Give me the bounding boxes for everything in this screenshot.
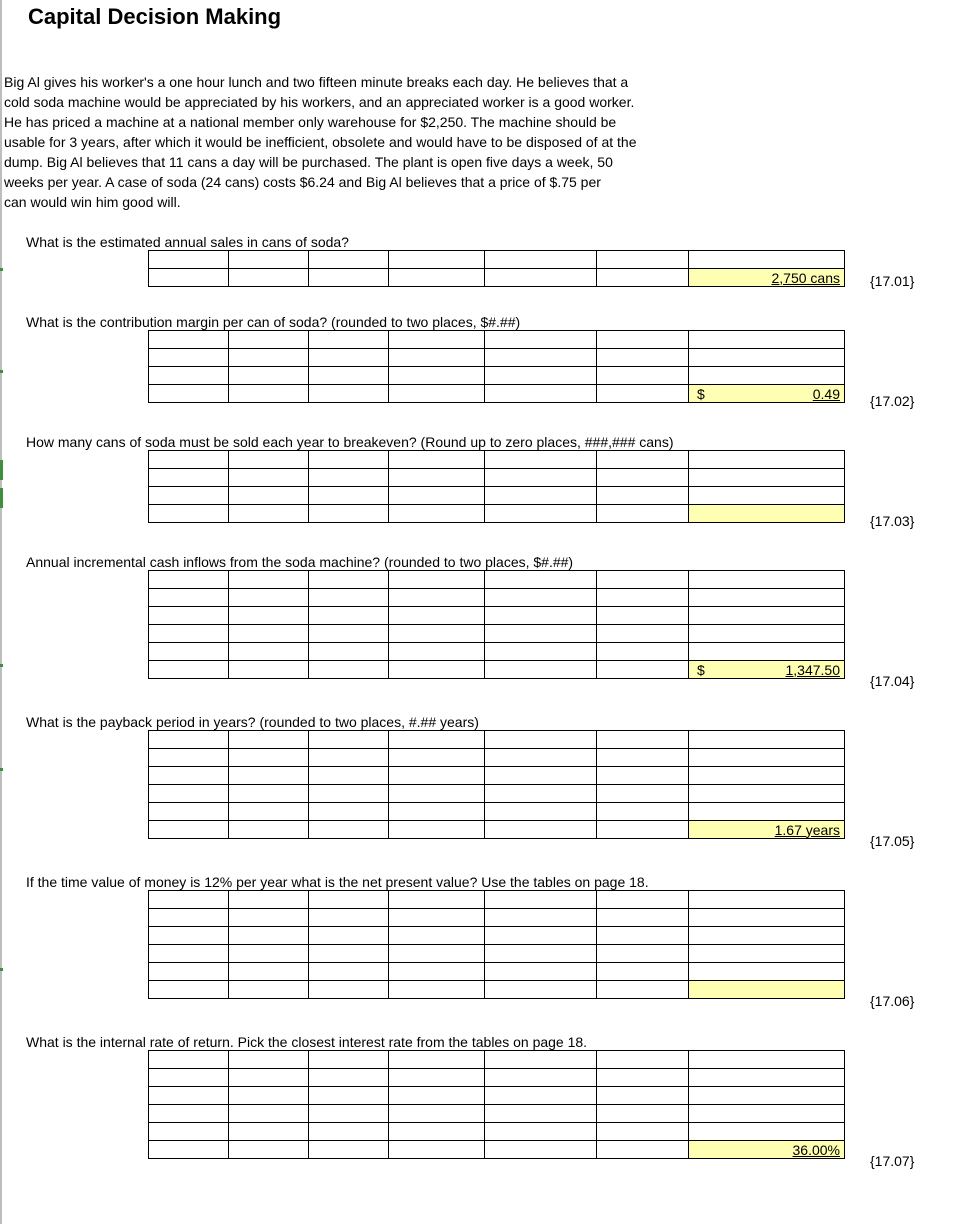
table-row (149, 251, 845, 269)
table-row (149, 571, 845, 589)
table-row (149, 505, 845, 523)
question-6-grid (148, 890, 845, 999)
intro-line: Big Al gives his worker's a one hour lunch and two fifteen minute breaks each day. He believes that a (4, 74, 629, 90)
question-4-grid (148, 570, 845, 679)
table-row (149, 927, 845, 945)
answer-cell[interactable] (689, 1141, 845, 1159)
table-row (149, 643, 845, 661)
table-row (149, 963, 845, 981)
row-marker (0, 768, 3, 771)
intro-line: can would win him good will. (4, 194, 181, 210)
table-row (149, 945, 845, 963)
table-row (149, 891, 845, 909)
row-marker (0, 268, 3, 271)
answer-cell[interactable] (689, 981, 845, 999)
question-code: {17.06} (870, 993, 915, 1009)
intro-line: weeks per year. A case of soda (24 cans) costs $6.24 and Big Al believes that a price of $.75 per (4, 174, 601, 190)
table-row (149, 1087, 845, 1105)
answer-cell[interactable] (689, 505, 845, 523)
table-row (149, 1123, 845, 1141)
question-2-text: What is the contribution margin per can of soda? (rounded to two places, $#.##) (26, 314, 521, 330)
question-3-text: How many cans of soda must be sold each year to breakeven? (Round up to zero places, ###,### cans) (26, 434, 674, 450)
answer-cell[interactable] (689, 269, 845, 287)
question-5-text: What is the payback period in years? (rounded to two places, #.## years) (26, 714, 479, 730)
page-title: Capital Decision Making (28, 4, 282, 29)
table-row (149, 821, 845, 839)
question-2-grid (148, 330, 845, 403)
table-row (149, 1069, 845, 1087)
question-1-grid (148, 250, 845, 287)
intro-line: dump. Big Al believes that 11 cans a day will be purchased. The plant is open five days a week, 50 (4, 154, 613, 170)
table-row (149, 909, 845, 927)
answer-value: 1,347.50 (785, 661, 840, 678)
row-marker (0, 370, 3, 373)
table-row (149, 803, 845, 821)
answer-cell[interactable] (689, 661, 845, 679)
table-row (149, 487, 845, 505)
row-marker (0, 460, 3, 480)
question-code: {17.04} (870, 673, 915, 689)
answer-value: 2,750 cans (771, 269, 840, 286)
question-1-text: What is the estimated annual sales in cans of soda? (26, 234, 349, 250)
intro-line: usable for 3 years, after which it would be inefficient, obsolete and would have to be disposed of at the (4, 134, 637, 150)
table-row (149, 767, 845, 785)
answer-value: 1.67 years (774, 821, 840, 838)
table-row (149, 1141, 845, 1159)
row-marker (0, 968, 3, 971)
answer-value: 0.49 (812, 385, 840, 402)
question-code: {17.07} (870, 1153, 915, 1169)
table-row (149, 451, 845, 469)
table-row (149, 785, 845, 803)
table-row (149, 469, 845, 487)
table-row (149, 625, 845, 643)
question-4-text: Annual incremental cash inflows from the soda machine? (rounded to two places, $#.##) (26, 554, 574, 570)
table-row (149, 661, 845, 679)
answer-value: 36.00% (792, 1141, 840, 1158)
table-row (149, 749, 845, 767)
table-row (149, 349, 845, 367)
currency-symbol: $ (697, 385, 705, 402)
table-row (149, 1105, 845, 1123)
question-6-text: If the time value of money is 12% per year what is the net present value? Use the tables on page 18. (26, 874, 649, 890)
question-code: {17.05} (870, 833, 915, 849)
table-row (149, 385, 845, 403)
left-border (0, 0, 2, 1224)
row-marker (0, 488, 3, 508)
answer-cell[interactable] (689, 385, 845, 403)
table-row (149, 367, 845, 385)
answer-cell[interactable] (689, 821, 845, 839)
question-5-grid (148, 730, 845, 839)
question-code: {17.03} (870, 513, 915, 529)
row-marker (0, 664, 3, 667)
currency-symbol: $ (697, 661, 705, 678)
table-row (149, 589, 845, 607)
question-code: {17.02} (870, 393, 915, 409)
question-3-grid (148, 450, 845, 523)
question-7-grid (148, 1050, 845, 1159)
table-row (149, 981, 845, 999)
table-row (149, 331, 845, 349)
intro-line: He has priced a machine at a national member only warehouse for $2,250. The machine should be (4, 114, 617, 130)
intro-line: cold soda machine would be appreciated by his workers, and an appreciated worker is a good worker. (4, 94, 635, 110)
table-row (149, 607, 845, 625)
table-row (149, 1051, 845, 1069)
table-row (149, 269, 845, 287)
table-row (149, 731, 845, 749)
question-7-text: What is the internal rate of return. Pick the closest interest rate from the tables on page 18. (26, 1034, 588, 1050)
problem-statement (4, 72, 704, 212)
question-code: {17.01} (870, 273, 915, 289)
